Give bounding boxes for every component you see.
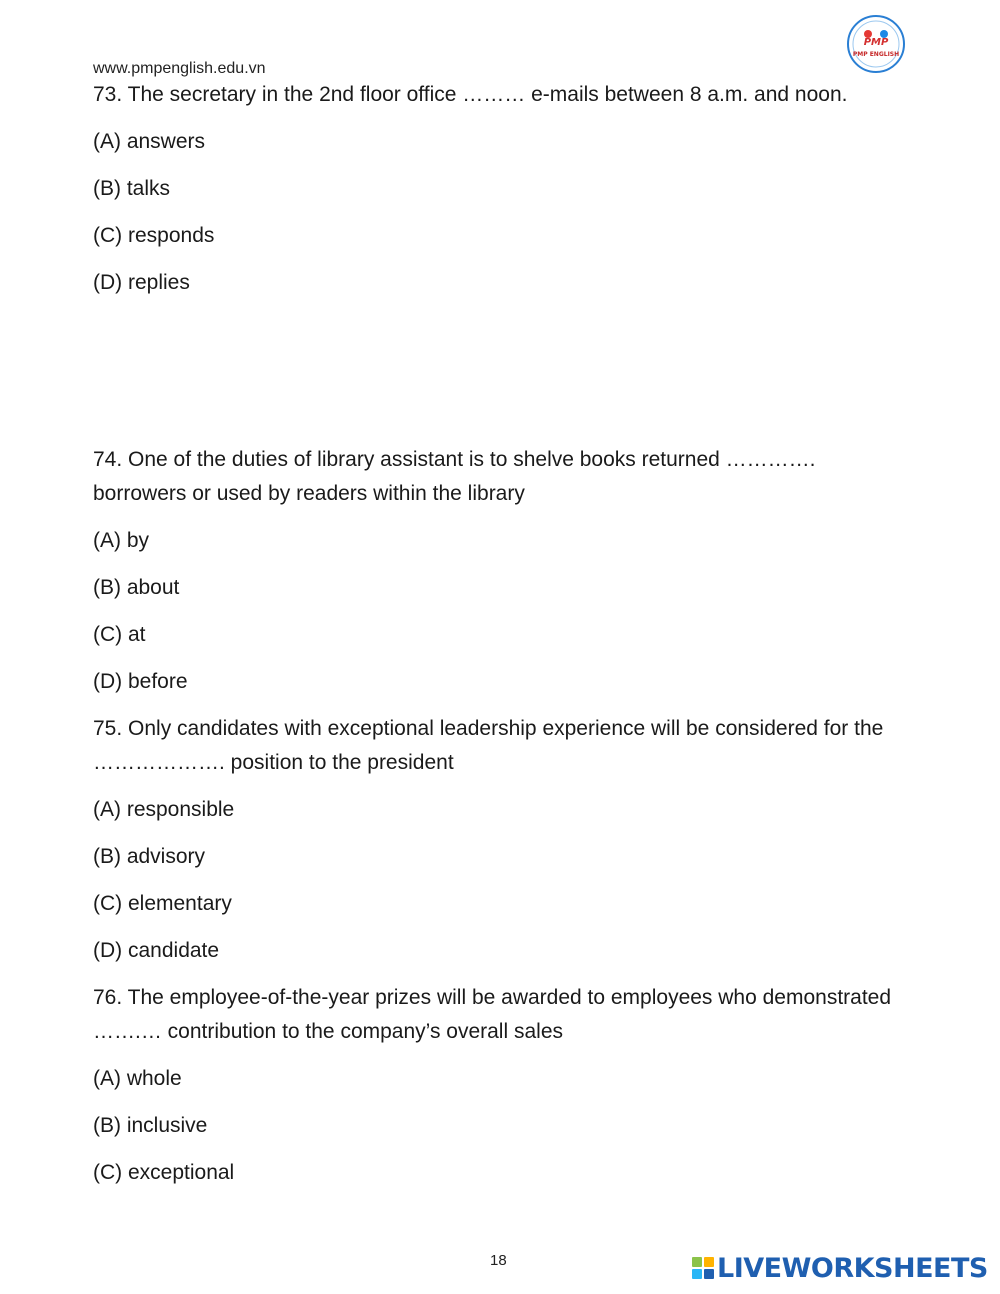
- logo-text-bottom: PMP ENGLISH: [852, 51, 900, 58]
- option-d: (D) candidate: [93, 939, 220, 962]
- option-b: (B) advisory: [93, 845, 206, 868]
- liveworksheets-logo-icon: [692, 1257, 714, 1279]
- site-url: www.pmpenglish.edu.vn: [93, 60, 266, 77]
- question-text: 76. The employee-of-the-year prizes will be awarded to employees who demonstrated …….… contribution to the company’s overall sales: [93, 986, 892, 1043]
- question-text: 73. The secretary in the 2nd floor office ……… e-mails between 8 a.m. and noon.: [93, 83, 848, 106]
- option-b: (B) talks: [93, 177, 171, 200]
- option-a: (A) whole: [93, 1067, 182, 1090]
- logo-text-top: PMP: [863, 37, 889, 48]
- question-73: [93, 78, 913, 300]
- liveworksheets-brand[interactable]: [692, 1250, 988, 1286]
- option-a: (A) by: [93, 529, 150, 552]
- option-d: (D) replies: [93, 271, 190, 294]
- option-c: (C) responds: [93, 224, 215, 247]
- option-b: (B) about: [93, 576, 180, 599]
- option-a: (A) answers: [93, 130, 206, 153]
- question-text: 75. Only candidates with exceptional leadership experience will be considered for the ………………. position to the president: [93, 717, 884, 774]
- option-b: (B) inclusive: [93, 1114, 208, 1137]
- page-number: 18: [490, 1252, 507, 1269]
- spacer: [93, 313, 913, 443]
- option-c: (C) exceptional: [93, 1161, 235, 1184]
- question-74: [93, 443, 913, 699]
- liveworksheets-text: LIVEWORKSHEETS: [717, 1252, 988, 1284]
- question-76: [93, 981, 913, 1190]
- question-list: [93, 78, 913, 1203]
- option-d: (D) before: [93, 670, 188, 693]
- question-text: 74. One of the duties of library assistant is to shelve books returned …………. borrowers or used by readers within the library: [93, 448, 816, 505]
- pmp-english-logo: [846, 14, 906, 74]
- option-c: (C) elementary: [93, 892, 232, 915]
- option-a: (A) responsible: [93, 798, 235, 821]
- option-c: (C) at: [93, 623, 146, 646]
- question-75: [93, 712, 913, 968]
